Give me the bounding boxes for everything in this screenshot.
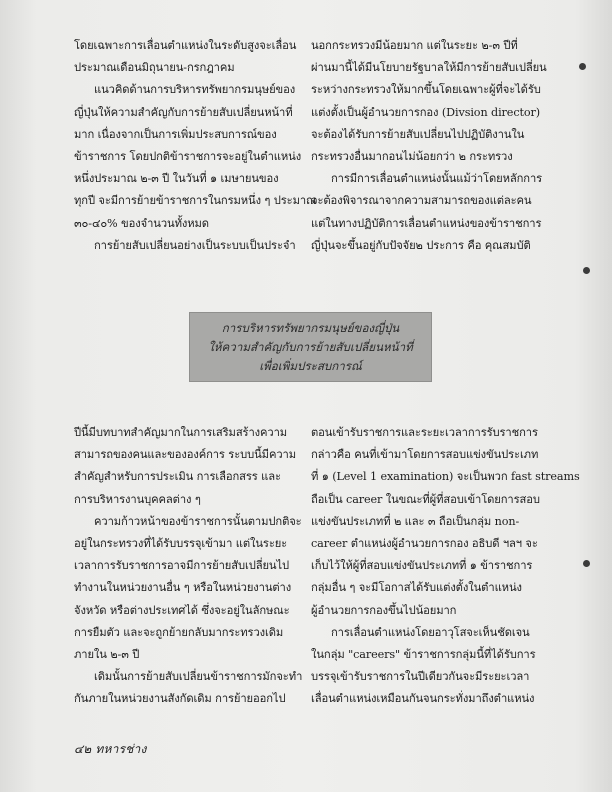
text-line: การเลื่อนตำแหน่งโดยอาวุโสจะเห็นชัดเจน xyxy=(331,625,530,639)
text-line: ทำงานในหน่วยงานอื่น ๆ หรือในหน่วยงานต่าง xyxy=(74,581,292,595)
text-line: ผ่านมานี้ได้มีนโยบายรัฐบาลให้มีการย้ายสับเปลี่ยน xyxy=(311,61,547,75)
text-line: ๓๐-๔๐% ของจำนวนทั้งหมด xyxy=(74,216,209,230)
text-line: การมีการเลื่อนตำแหน่งนั้นแม้ว่าโดยหลักการ xyxy=(331,172,543,186)
text-line: ทุกปี จะมีการย้ายข้าราชการในกรมหนึ่ง ๆ ประมาณ xyxy=(74,194,317,208)
pull-quote-line: เพื่อเพิ่มประสบการณ์ xyxy=(259,358,362,373)
text-line: ที่ ๑ (Level 1 examination) จะเป็นพวก fast streams xyxy=(311,470,580,484)
text-line: การย้ายสับเปลี่ยนอย่างเป็นระบบเป็นประจำ xyxy=(94,238,296,252)
column-top-right xyxy=(311,35,547,257)
page-footer: ๔๒ ทหารช่าง xyxy=(74,742,147,756)
text-line: กลุ่มอื่น ๆ จะมีโอกาสได้รับแต่งตั้งในตำแหน่ง xyxy=(311,581,522,595)
text-line: จะต้องพิจารณาจากความสามารถของแต่ละคน xyxy=(311,194,532,208)
text-line: จังหวัด หรือต่างประเทศได้ ซึ่งจะอยู่ในลักษณะ xyxy=(74,603,290,617)
text-line: แนวคิดด้านการบริหารทรัพยากรมนุษย์ของ xyxy=(94,83,296,97)
text-line: การยืมตัว และจะถูกย้ายกลับมากระทรวงเดิม xyxy=(74,625,284,639)
text-line: กล่าวคือ คนที่เข้ามาโดยการสอบแข่งขันประเภท xyxy=(311,448,539,462)
text-line: บรรจุเข้ารับราชการในปีเดียวกันจะมีระยะเวลา xyxy=(311,670,530,684)
text-line: ญี่ปุ่นให้ความสำคัญกับการย้ายสับเปลี่ยนหน้าที่ xyxy=(74,105,293,119)
text-line: เวลาการรับราชการอาจมีการย้ายสับเปลี่ยนไป xyxy=(74,559,289,573)
text-line: ในกลุ่ม "careers" ข้าราชการกลุ่มนี้ที่ได้รับการ xyxy=(311,648,536,662)
column-bottom-left xyxy=(74,422,310,711)
text-line: อยู่ในกระทรวงที่ได้รับบรรจุเข้ามา แต่ในระยะ xyxy=(74,537,288,551)
text-line: แข่งขันประเภทที่ ๒ และ ๓ ถือเป็นกลุ่ม non- xyxy=(311,514,520,528)
text-line: นอกกระทรวงมีน้อยมาก แต่ในระยะ ๒-๓ ปีที่ xyxy=(311,39,518,52)
text-line: แต่งตั้งเป็นผู้อำนวยการกอง (Divsion director) xyxy=(311,105,541,119)
text-line: สำคัญสำหรับการประเมิน การเลือกสรร และ xyxy=(74,470,281,484)
text-line: ผู้อำนวยการกองขึ้นไปน้อยมาก xyxy=(311,603,457,617)
text-line: เก็บไว้ให้ผู้ที่สอบแข่งขันประเภทที่ ๑ ข้าราชการ xyxy=(311,559,533,573)
column-bottom-right xyxy=(311,422,580,711)
text-line: ภายใน ๒-๓ ปี xyxy=(74,648,140,662)
text-line: ความก้าวหน้าของข้าราชการนั้นตามปกติจะ xyxy=(94,514,302,528)
text-line: สามารถของคนและขององค์การ ระบบนี้มีความ xyxy=(74,448,296,462)
text-line: แต่ในทางปฏิบัติการเลื่อนตำแหน่งของข้าราชการ xyxy=(311,216,542,230)
text-line: ญี่ปุ่นจะขึ้นอยู่กับปัจจัย๒ ประการ คือ คุณสมบัติ xyxy=(311,238,531,252)
text-line: ถือเป็น career ในขณะที่ผู้ที่สอบเข้าโดยการสอบ xyxy=(311,492,540,506)
binder-hole-icon xyxy=(583,560,590,567)
text-line: การบริหารงานบุคคลต่าง ๆ xyxy=(74,492,201,506)
text-line: หนึ่งประมาณ ๒-๓ ปี ในวันที่ ๑ เมษายนของ xyxy=(74,172,279,186)
text-line: ข้าราชการ โดยปกติข้าราชการจะอยู่ในตำแหน่ง xyxy=(74,150,302,164)
binder-hole-icon xyxy=(579,63,586,70)
text-line: ตอนเข้ารับราชการและระยะเวลาการรับราชการ xyxy=(311,426,538,439)
text-line: จะต้องได้รับการย้ายสับเปลี่ยนไปปฏิบัติงานใน xyxy=(311,127,525,141)
text-line: โดยเฉพาะการเลื่อนตำแหน่งในระดับสูงจะเลื่อน xyxy=(74,39,297,52)
pull-quote-line: ให้ความสำคัญกับการย้ายสับเปลี่ยนหน้าที่ xyxy=(208,339,413,354)
text-line: กันภายในหน่วยงานสังกัดเดิม การย้ายออกไป xyxy=(74,692,286,706)
text-line: เลื่อนตำแหน่งเหมือนกันจนกระทั่งมาถึงตำแหน่ง xyxy=(311,692,535,706)
pull-quote-line: การบริหารทรัพยากรมนุษย์ของญี่ปุ่น xyxy=(221,320,400,335)
text-line: มาก เนื่องจากเป็นการเพิ่มประสบการณ์ของ xyxy=(74,127,277,141)
text-line: ระหว่างกระทรวงให้มากขึ้นโดยเฉพาะผู้ที่จะได้รับ xyxy=(311,83,541,97)
text-line: เดิมนั้นการย้ายสับเปลี่ยนข้าราชการมักจะทำ xyxy=(94,670,303,684)
pull-quote-box xyxy=(189,312,432,382)
text-line: career ตำแหน่งผู้อำนวยการกอง อธิบดี ฯลฯ จะ xyxy=(311,537,538,551)
column-top-left xyxy=(74,35,317,257)
text-line: ประมาณเดือนมิถุนายน-กรกฎาคม xyxy=(74,61,235,75)
binder-hole-icon xyxy=(583,267,590,274)
text-line: กระทรวงอื่นมากอนไม่น้อยกว่า ๒ กระทรวง xyxy=(311,150,513,164)
text-line: ปีนี้มีบทบาทสำคัญมากในการเสริมสร้างความ xyxy=(74,426,288,439)
